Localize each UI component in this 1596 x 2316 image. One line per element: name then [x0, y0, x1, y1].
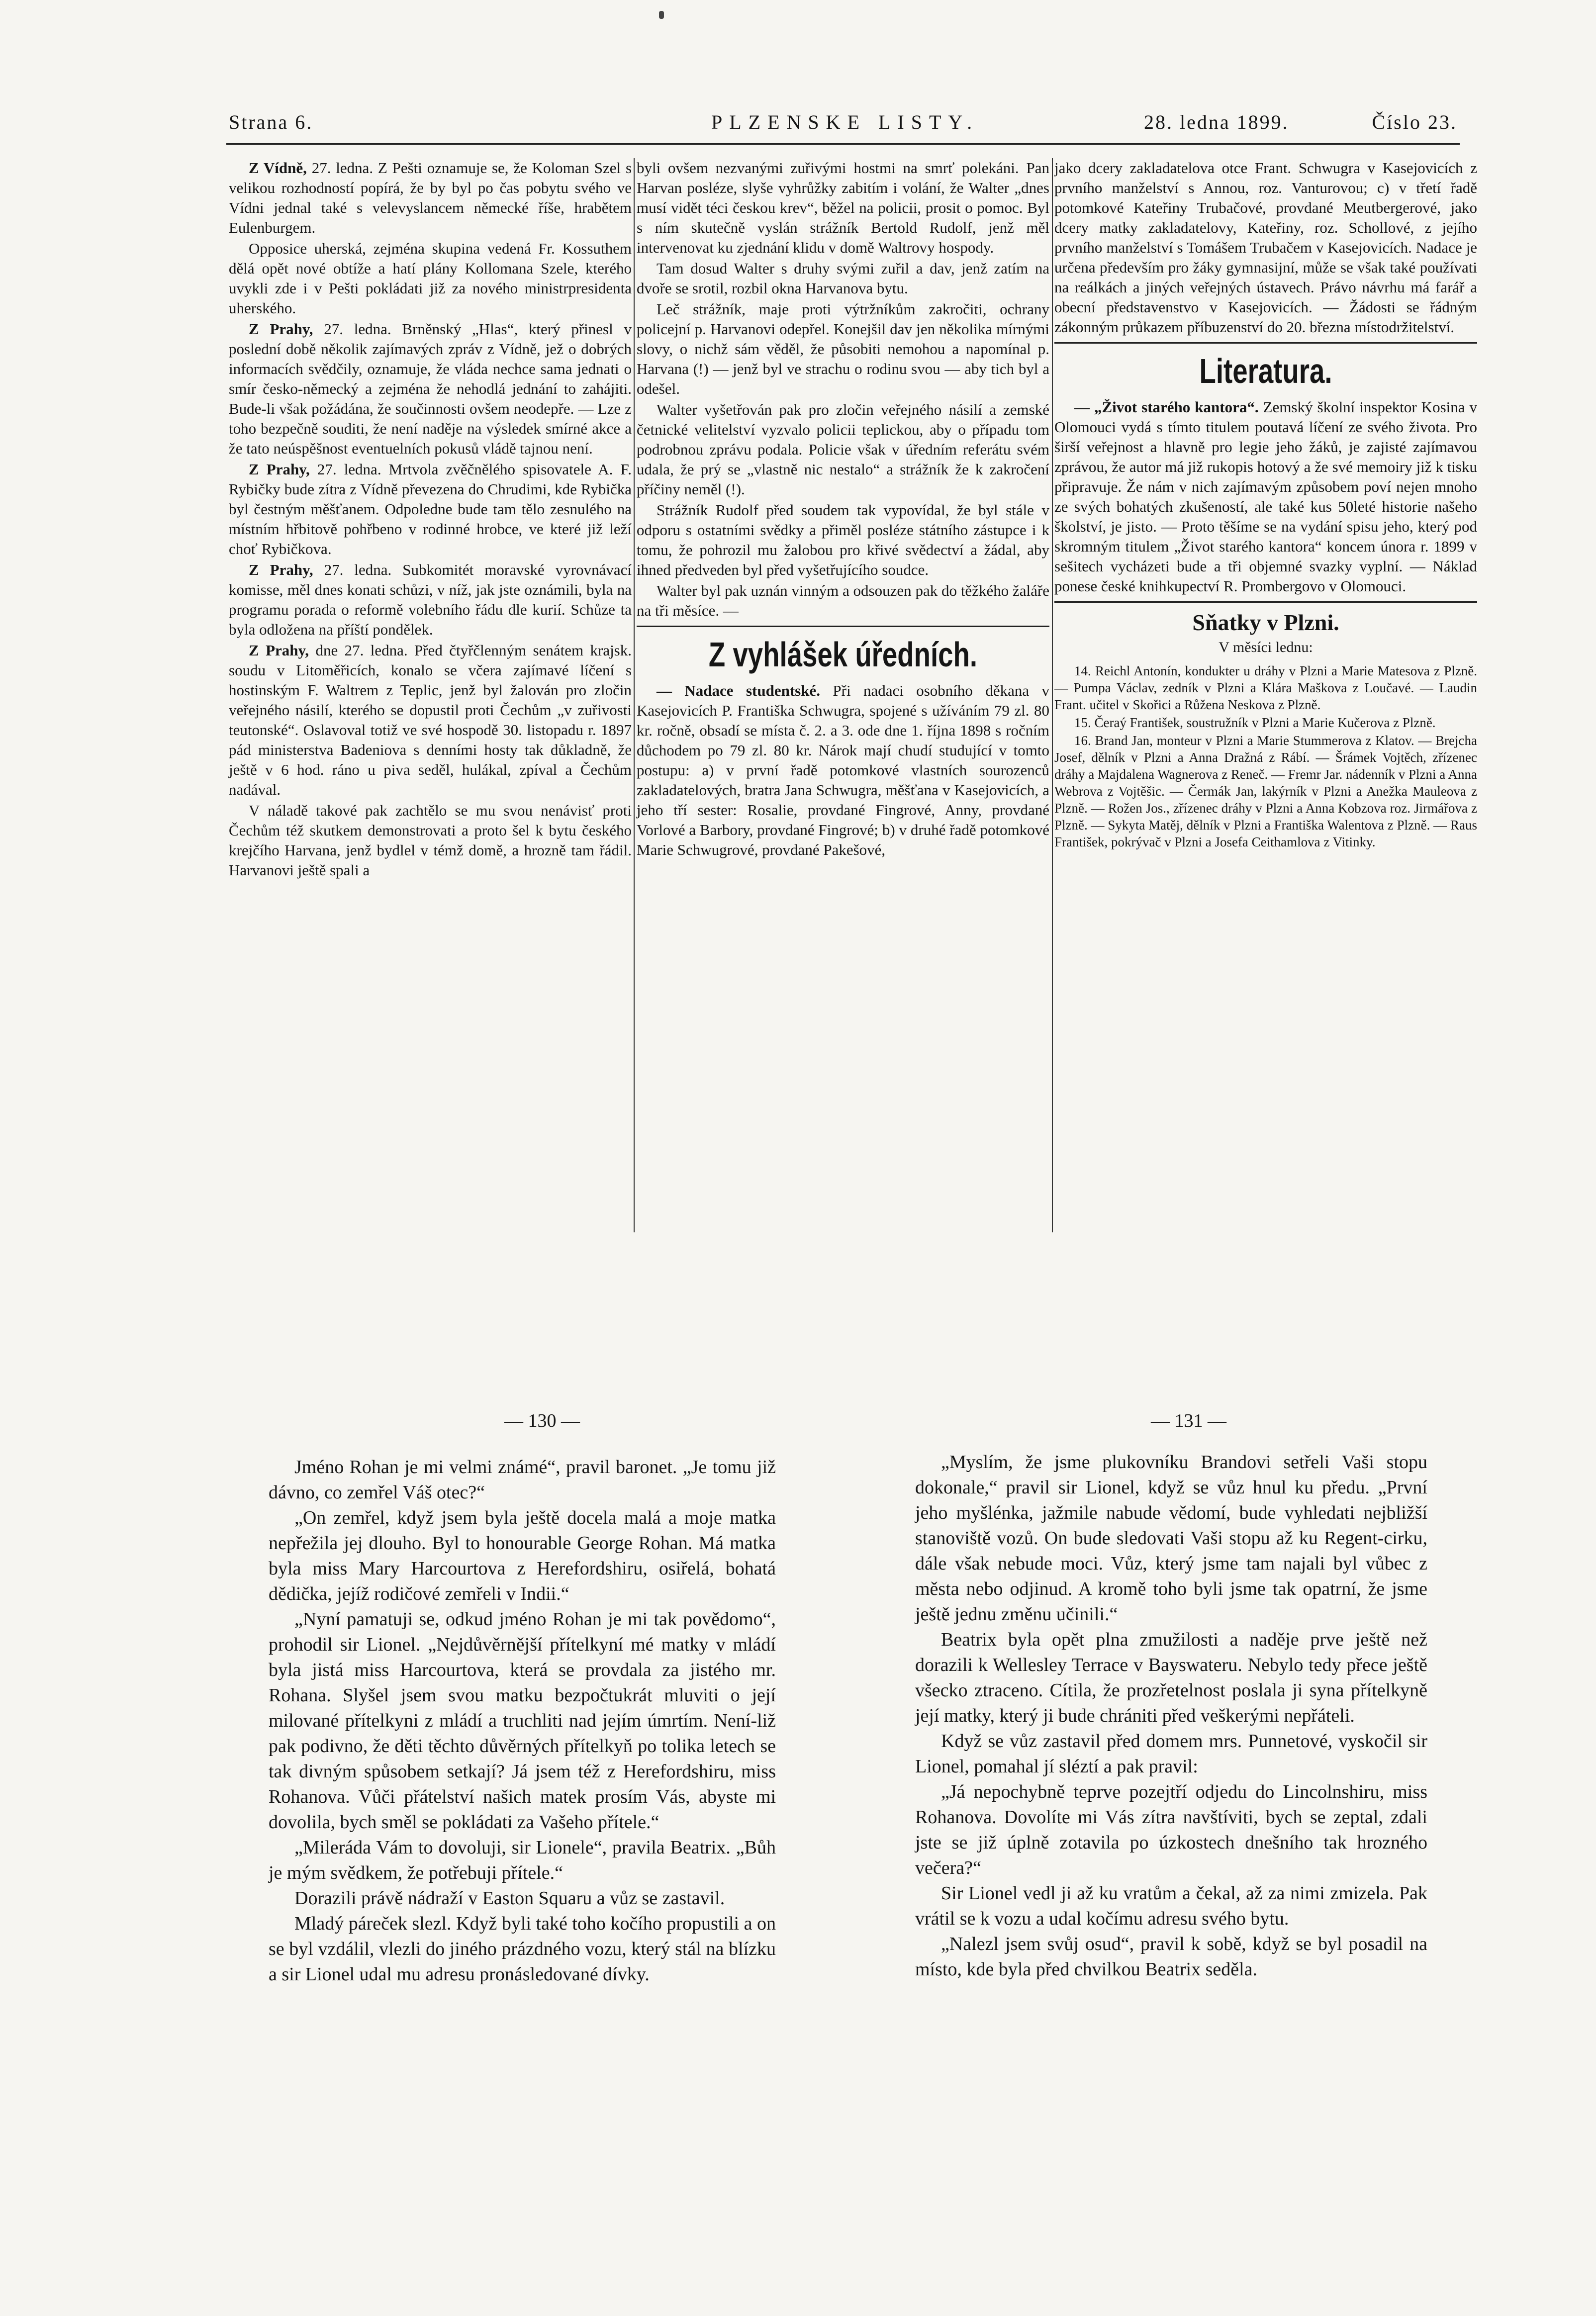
column-divider-2	[1052, 158, 1053, 1232]
news-item: byli ovšem nezvanými zuřivými hostmi na smrť polekáni. Pan Harvan posléze, slyše vyhrůžky zabitím i volání, že Walter „dnes musí vidět téci českou krev“, běžel na policii, prosit o pomoc. Byl s ním skutečně vyslán strážník Bertold Rudolf, jenž měl intervenovat ku zjednání klidu v domě Waltrovy hospody.	[637, 159, 1049, 256]
feuilleton-paragraph: Sir Lionel vedl ji až ku vratům a čekal, až za nimi zmizela. Pak vrátil se k vozu a udal kočímu adresu svého bytu.	[915, 1883, 1427, 1929]
news-item: Z Vídně, 27. ledna. Z Pešti oznamuje se, že Koloman Szel s velikou rozhodností popírá, že by byl po čas pobytu svého ve Vídni jednal také s velevyslancem německé říše, hrabětem Eulenburgem.	[229, 159, 632, 236]
feuilleton-paragraph: „Nyní pamatuji se, odkud jméno Rohan je mi tak povědomo“, prohodil sir Lionel. „Nejdůvěrnější přítelkyní mé matky v mládí byla jistá miss Harcourtova, která se provdala za jistého mr. Rohana. Slyšel jsem svou matku bezpočtukrát mluviti o její milované přítelkyni z mládí a truchliti nad jejím úmrtím. Není-liž pak podivno, že děti těchto důvěrných přítelkyň po tolika letech se tak divným spůsobem setkají? Já jsem též z Herefordshiru, miss Rohanova. Vůči přátelství našich matek prosím Vás, abyste mi dovolila, bych směl se pokládati za Vašeho přítele.“	[269, 1609, 776, 1833]
notice-item: jako dcery zakladatelova otce Frant. Schwugra v Kasejovicích z prvního manželství s Annou, roz. Vanturovou; c) v třetí řadě potomkové Kateřiny Trubačové, provdané Meutbergerové, jako dcery matky zakladatelovy, Kateřiny, roz. Schollové, z jejího prvního manželství s Tomášem Trubačem v Kasejovicích. Nadace je určena především pro žáky gymnasijní, může se však také používati na reálkách a jiných veřejných ústavech. Právo návrhu má farář a obecní představenstvo v Kasejovicích. — Žádosti se řádným zákonným průkazem příbuzenství do 20. března místodržitelství.	[1054, 159, 1477, 336]
news-item: V náladě takové pak zachtělo se mu svou nenávisť proti Čechům též skutkem demonstrovati a proto šel k bytu českého krejčího Harvana, jenž bydlel v témž domě, a hrozně tam řádil. Harvanovi ještě spali a	[229, 802, 632, 879]
feuilleton-paragraph: Když se vůz zastavil před domem mrs. Punnetové, vyskočil sir Lionel, pomahal jí sléztí a pak pravil:	[915, 1731, 1427, 1777]
news-item: Walter byl pak uznán vinným a odsouzen pak do těžkého žaláře na tři měsíce. —	[637, 582, 1049, 619]
section-title-literature: Literatura.	[1199, 352, 1332, 390]
section-rule	[1054, 601, 1477, 603]
column-news	[229, 158, 632, 881]
feuilleton-paragraph: Beatrix byla opět plna zmužilosti a naděje prve ještě než dorazili k Wellesley Terrace v Bayswateru. Nebylo tedy přece ještě všecko ztraceno. Cítila, že prozřetelnost poslala ji syna přítelkyně její matky, který ji bude chrániti před veškerými nepřáteli.	[915, 1629, 1427, 1726]
news-item: Walter vyšetřován pak pro zločin veřejného násilí a zemské četnické velitelství vyzvalo policii teplickou, aby o případu tom podrobnou zprávu podala. Policie však v úředním referátu svém udala, že prý se „vlastně nic nestalo“ a strážník že k zakročení příčiny neměl (!).	[637, 401, 1049, 498]
feuilleton-paragraph: „Mileráda Vám to dovoluji, sir Lionele“, pravila Beatrix. „Bůh je mým svědkem, že potřebuji přítele.“	[269, 1837, 776, 1883]
feuilleton-paragraph: „Myslím, že jsme plukovníku Brandovi setřeli Vaši stopu dokonale,“ pravil sir Lionel, když se vůz hnul ku předu. „První jeho myšlénka, jažmile nabude vědomí, bude vyhledati nejbližší stanoviště vozů. On bude sledovati Vaši stopu až ku Regent-cirku, dále však nebude moci. Vůz, který jsme tam najali byl vůbec z města nebo odjinud. A kromě toho byli jsme tak opatrní, že jsme ještě jednu změnu učinili.“	[915, 1452, 1427, 1625]
news-item: Z Prahy, 27. ledna. Mrtvola zvěčnělého spisovatele A. F. Rybičky bude zítra z Vídně převezena do Chrudimi, kde Rybička byl čestným měšťanem. Odpoledne bude tam tělo zesnulého na místním hřbitově pohřbeno v rodinné hrobce, ve které již leží choť Rybičkova.	[229, 461, 632, 557]
news-item: Opposice uherská, zejména skupina vedená Fr. Kossuthem dělá opět nové obtíže a hatí plány Kollomana Szele, kterého uvykli zde i v Pešti pokládati již za nového ministrpresidenta uherského.	[229, 240, 632, 317]
literature-item: — „Život starého kantora“. Zemský školní inspektor Kosina v Olomouci vydá s tímto titulem poutavá líčení ze svého života. Pro širší veřejnost a hlavně pro legie jeho žáků, je zajisté zajímavou zprávou, že autor má již rukopis hotový a že své memoiry již k tisku připravuje. Že nám v nich zajímavým způsobem poví nejen mnoho ze svých bohatých zkušeností, ale také kus 50leté historie našeho školství, je jisto. — Proto těšíme se na vydání spisu jeho, který pod skromným titulem „Život starého kantora“ koncem února r. 1899 v sešitech vycházeti bude a tři objemné svazky vyplní. — Náklad ponese české knihkupectví R. Prombergovo v Olomouci.	[1054, 398, 1478, 595]
column-literature	[1054, 158, 1477, 851]
feuilleton-paragraph: Dorazili právě nádraží v Easton Squaru a vůz se zastavil.	[294, 1888, 725, 1909]
marriage-entry: 16. Brand Jan, monteur v Plzni a Marie Stummerova z Klatov. — Brejcha Josef, dělník v Plzni a Anna Dražná z Rábí. — Šrámek Vojtěch, zřízenec dráhy a Majdalena Wagnerova z Reneč. — Fremr Jar. nádenník v Plzni a Anna Webrova z Vojtěšic. — Čermák Jan, lakýrník v Plzni a Anežka Mauleova z Plzně. — Rožen Jos., zřízenec dráhy v Plzni a Anna Kobzova roz. Jirmářova z Plzně. — Sykyta Matěj, dělník v Plzni a Františka Walentova z Plzně. — Raus František, pokrývač v Plzni a Josefa Ceithamlova z Vitinky.	[1054, 733, 1477, 849]
issue-date: 28. ledna 1899.	[1144, 111, 1289, 133]
news-item: Strážník Rudolf před soudem tak vypovídal, že byl stále v odporu s ostatními svědky a přiměl posléze státního zástupce i k tomu, že pohrozil mu žalobou pro křivé svědectví a žádal, aby ihned předveden byl před vyšetřujícího soudce.	[637, 501, 1049, 578]
news-item: Z Prahy, 27. ledna. Brněnský „Hlas“, který přinesl v poslední době několik zajímavých zpráv z Vídně, jež o dobrých informacích svědčily, oznamuje, že vláda nechce sama jednati o smír česko-německý a zejména že nehodlá jednání to zahájiti. Bude-li však požádána, že součinnosti ovšem neodepře. — Lze z toho bezpečně souditi, že není naděje na výsledek smírné akce a že tato neúspěšnost eventuelních pokusů vládě tajnou není.	[229, 320, 632, 457]
page-header	[229, 110, 1457, 145]
marriage-entry: 14. Reichl Antonín, kondukter u dráhy v Plzni a Marie Matesova z Plzně. — Pumpa Václav, zedník v Plzni a Klára Maškova z Loučavé. — Laudin Frant. učitel v Skořici a Růžena Neskova z Plzně.	[1054, 663, 1477, 712]
feuilleton-page-right	[915, 1450, 1427, 1982]
news-item: Z Prahy, dne 27. ledna. Před čtyřčlenným senátem krajsk. soudu v Litoměřicích, konalo se včera zajímavé líčení s hostinským F. Waltrem z Teplic, jenž byl žalován pro zločin veřejného násilí, kterého se dopustil proti Čechům „v zuřivosti teutonské“. Oslavoval totiž ve své hospodě 30. listopadu r. 1897 pád ministerstva Badeniova s denními hosty tak důkladně, že ještě v 6 hod. ráno u piva seděl, hulákal, zpíval a Čechům nadával.	[229, 642, 632, 798]
section-subtitle: V měsíci lednu:	[1219, 639, 1313, 655]
feuilleton-page-left	[269, 1455, 776, 1987]
header-rule	[226, 143, 1460, 145]
marriage-entry: 15. Čeraý František, soustružník v Plzni a Marie Kučerova z Plzně.	[1074, 715, 1436, 730]
print-mark	[659, 11, 664, 19]
section-rule	[1054, 342, 1477, 344]
feuilleton-page-number-left: — 130 —	[504, 1410, 580, 1431]
feuilleton-paragraph: Jméno Rohan je mi velmi známé“, pravil baronet. „Je tomu již dávno, co zemřel Váš otec?“	[269, 1457, 776, 1503]
column-divider-1	[634, 158, 635, 1232]
feuilleton-paragraph: „Nalezl jsem svůj osud“, pravil k sobě, když se byl posadil na místo, kde byla před chvilkou Beatrix seděla.	[915, 1934, 1427, 1980]
news-item: Leč strážník, maje proti výtržníkům zakročiti, ochrany policejní p. Harvanovi odepřel. Konejšil dav jen několika mírnými slovy, o nichž sám věděl, že působiti nemohou a napomínal p. Harvana (!) — jenž byl ve strachu o rodinu svou — aby tich byl a odešel.	[637, 300, 1049, 397]
feuilleton-paragraph: Mladý páreček slezl. Když byli také toho kočího propustili a on se byl vzdálil, vlezli do jiného prázdného vozu, který stál na blízku a sir Lionel udal mu adresu pronásledované dívky.	[269, 1913, 776, 1985]
section-title-marriages: Sňatky v Plzni.	[1192, 610, 1339, 635]
section-title-notices: Z vyhlášek úředních.	[708, 635, 978, 674]
news-item: Tam dosud Walter s druhy svými zuřil a dav, jenž zatím na dvoře se srotil, rozbil okna Harvanova bytu.	[637, 260, 1049, 297]
issue-number: Číslo 23.	[1372, 111, 1457, 133]
newspaper-title: PLZENSKE LISTY.	[711, 111, 979, 133]
column-court-report	[637, 158, 1049, 861]
page-label: Strana 6.	[229, 111, 313, 133]
news-item: Z Prahy, 27. ledna. Subkomitét moravské vyrovnávací komisse, měl dnes konati schůzi, v níž, jak jste oznámili, byla na programu porada o reformě volebního řádu dle kurií. Schůze ta byla odložena na příští pondělek.	[229, 561, 632, 638]
notice-item: — Nadace studentské. Při nadaci osobního děkana v Kasejovicích P. Františka Schwugra, spojené s užíváním 79 zl. 80 kr. ročně, obsadí se místa č. 2. a 3. ode dne 1. října 1898 s ročním důchodem po 79 zl. 80 kr. Nárok mají chudí studující v tomto postupu: a) v první řadě potomkové vlastních sourozenců zakladatelových, bratra Jana Schwugra, měšťana v Kasejovicích, a jeho tří sester: Rosalie, provdané Fingrové, Anny, provdané Vorlové a Barbory, provdané Fingrové; b) v druhé řadě potomkové Marie Schwugrové, provdané Pakešové,	[637, 682, 1050, 858]
feuilleton-page-number-right: — 131 —	[1151, 1410, 1226, 1431]
feuilleton-paragraph: „Já nepochybně teprve pozejtří odjedu do Lincolnshiru, miss Rohanova. Dovolíte mi Vás zítra navštíviti, bych se zeptal, zdali jste se již úplně zotavila po úzkostech dnešního tak hrozného večera?“	[915, 1781, 1427, 1878]
section-rule	[637, 626, 1049, 627]
feuilleton-paragraph: „On zemřel, když jsem byla ještě docela malá a moje matka nepřežila jej dlouho. Byl to honourable George Rohan. Má matka byla miss Mary Harcourtova z Herefordshiru, osiřelá, bohatá dědička, jejíž rodičové zemřeli v Indii.“	[269, 1507, 776, 1604]
